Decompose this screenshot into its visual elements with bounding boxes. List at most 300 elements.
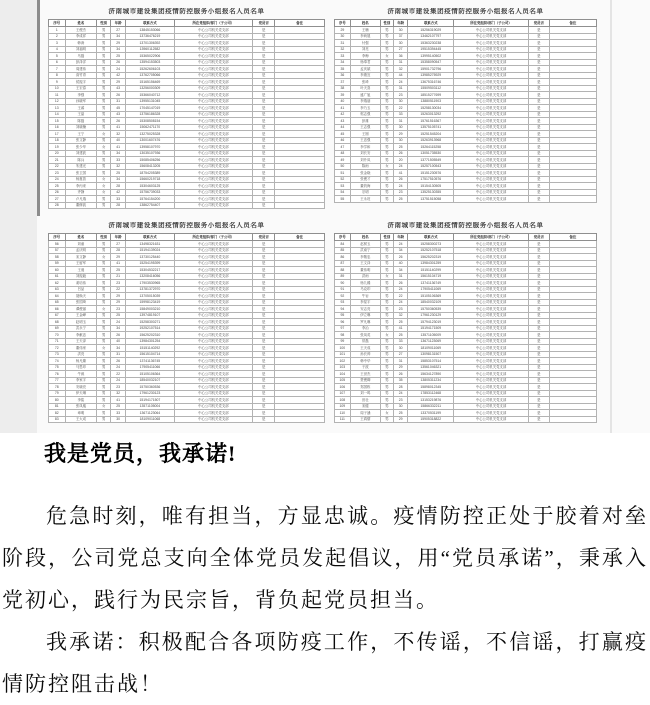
- table-cell: 57: [49, 247, 66, 254]
- table-cell: 15085406256: [126, 157, 174, 164]
- table-cell: 4: [49, 46, 66, 53]
- table-cell: 中心公司机关党支部: [454, 183, 529, 190]
- table-cell: 98: [335, 332, 351, 339]
- table-cell: 陈兵: [65, 157, 97, 164]
- table-cell: 刘长安: [350, 150, 380, 157]
- table-cell: 56: [49, 241, 66, 248]
- table-cell: 44: [393, 72, 407, 79]
- table-cell: 18540032109: [408, 299, 454, 306]
- table-cell: 中心公司机关党支部: [174, 85, 253, 92]
- table-cell: 男: [97, 170, 111, 177]
- table-cell: 15258300271: [126, 319, 174, 326]
- table-cell: 杨奉君: [350, 59, 380, 66]
- table-cell: 32: [335, 46, 351, 53]
- table-cell: 陈磊: [65, 118, 97, 125]
- table-cell: 男: [97, 364, 111, 371]
- column-header: 年龄: [111, 234, 126, 241]
- table-cell: 103: [335, 364, 351, 371]
- table-cell: 男: [97, 72, 111, 79]
- table-cell: 中心公司机关党支部: [454, 371, 529, 378]
- table-cell: [549, 196, 596, 203]
- table-cell: 是: [528, 403, 549, 410]
- column-header: 联系方式: [126, 20, 174, 27]
- table-cell: 中心公司机关党支部: [454, 260, 529, 267]
- table-cell: 19: [49, 144, 66, 151]
- table-cell: 刘升凤: [350, 157, 380, 164]
- table-cell: 13741136745: [126, 358, 174, 365]
- table-cell: 是: [253, 338, 275, 345]
- table-cell: 中心公司机关党支部: [454, 105, 529, 112]
- table-cell: 朱建光: [65, 163, 97, 170]
- personnel-roster-table: [48, 19, 325, 209]
- table-cell: 26: [49, 189, 66, 196]
- table-cell: 29: [111, 79, 126, 86]
- table-cell: 26: [111, 358, 126, 365]
- table-cell: 王金峰: [65, 312, 97, 319]
- table-cell: 男: [380, 319, 393, 326]
- table-cell: 1: [49, 27, 66, 34]
- table-cell: 男: [380, 124, 393, 131]
- table-cell: 是: [528, 59, 549, 66]
- table-cell: 59: [49, 260, 66, 267]
- table-cell: 是: [253, 105, 275, 112]
- table-cell: 是: [528, 241, 549, 248]
- table-cell: 30: [393, 40, 407, 47]
- table-cell: 25: [111, 403, 126, 410]
- table-cell: 中心公司机关党支部: [174, 163, 253, 170]
- table-cell: 中心公司机关党支部: [174, 332, 253, 339]
- table-cell: 2: [49, 33, 66, 40]
- table-cell: 26: [393, 371, 407, 378]
- table-cell: 女: [97, 131, 111, 138]
- table-cell: 王楠: [350, 27, 380, 34]
- table-cell: 27: [111, 27, 126, 34]
- roster-title: 济南城市建设集团疫情防控服务小组报名人员名单: [387, 8, 544, 15]
- column-header: 性别: [380, 20, 393, 27]
- table-cell: 姜培伟: [65, 280, 97, 287]
- table-cell: 是: [253, 280, 275, 287]
- table-cell: 张少华: [65, 144, 97, 151]
- table-cell: 是: [528, 53, 549, 60]
- table-cell: 13974819107: [126, 312, 174, 319]
- table-cell: 谭俊丽: [65, 306, 97, 313]
- table-cell: 中心公司机关党支部: [174, 176, 253, 183]
- table-cell: 男: [97, 92, 111, 99]
- table-cell: 是: [528, 254, 549, 261]
- table-cell: [275, 202, 325, 209]
- table-cell: 15358090547: [408, 59, 454, 66]
- table-cell: 中心公司机关党支部: [454, 267, 529, 274]
- table-cell: 24: [393, 163, 407, 170]
- table-cell: 中心公司机关党支部: [174, 254, 253, 261]
- table-cell: 48: [335, 150, 351, 157]
- table-cell: 中心公司机关党支部: [174, 338, 253, 345]
- table-cell: 男: [380, 364, 393, 371]
- table-cell: 是: [528, 312, 549, 319]
- table-cell: 10: [49, 85, 66, 92]
- table-cell: 常磊: [350, 338, 380, 345]
- table-cell: 108: [335, 397, 351, 404]
- table-cell: 65: [49, 299, 66, 306]
- table-cell: 24: [393, 241, 407, 248]
- table-cell: 中心公司机关党支部: [174, 312, 253, 319]
- table-cell: 安志亮: [350, 306, 380, 313]
- table-cell: 50: [335, 163, 351, 170]
- table-cell: 31: [111, 351, 126, 358]
- table-cell: 13741136749: [408, 280, 454, 287]
- table-cell: 29: [335, 27, 351, 34]
- table-cell: 男: [380, 131, 393, 138]
- table-cell: 男: [97, 390, 111, 397]
- table-cell: 31: [111, 98, 126, 105]
- table-cell: 42: [111, 189, 126, 196]
- column-header: 党员否: [253, 20, 275, 27]
- table-cell: 男: [97, 338, 111, 345]
- table-cell: 40: [111, 137, 126, 144]
- table-cell: 王永旺: [350, 196, 380, 203]
- table-cell: 13771505549: [408, 157, 454, 164]
- header-row: [49, 20, 325, 27]
- table-cell: 是: [528, 124, 549, 131]
- table-cell: 伊立琳: [350, 312, 380, 319]
- table-cell: 女: [97, 306, 111, 313]
- table-cell: 37: [393, 33, 407, 40]
- table-cell: 是: [253, 66, 275, 73]
- table-cell: 15363230238: [408, 40, 454, 47]
- table-cell: 王宏春: [65, 85, 97, 92]
- table-cell: 24: [393, 299, 407, 306]
- table-cell: 22: [111, 371, 126, 378]
- table-cell: 周建伟: [65, 66, 97, 73]
- table-cell: 中心公司机关党支部: [454, 79, 529, 86]
- table-cell: 齐静: [65, 189, 97, 196]
- table-cell: 男: [97, 286, 111, 293]
- table-cell: 男: [97, 118, 111, 125]
- table-cell: 24: [111, 319, 126, 326]
- table-cell: 中心公司机关党支部: [454, 92, 529, 99]
- table-cell: 男: [380, 351, 393, 358]
- table-cell: 中心公司机关党支部: [174, 137, 253, 144]
- table-row: [49, 202, 325, 209]
- table-cell: 聂焕天: [65, 293, 97, 300]
- table-cell: 47: [335, 144, 351, 151]
- table-cell: 是: [253, 351, 275, 358]
- table-cell: 54: [335, 189, 351, 196]
- table-cell: 17903530965: [126, 280, 174, 287]
- table-cell: 61: [49, 273, 66, 280]
- table-cell: 中心公司机关党支部: [454, 111, 529, 118]
- roster-sheet-1: [48, 8, 325, 209]
- table-cell: 是: [253, 170, 275, 177]
- table-cell: 11: [49, 92, 66, 99]
- table-cell: 中心公司机关党支部: [454, 306, 529, 313]
- table-cell: 15615104719: [408, 273, 454, 280]
- table-cell: 13984301254: [126, 338, 174, 345]
- table-cell: 中心公司机关党支部: [454, 332, 529, 339]
- table-cell: 男: [97, 351, 111, 358]
- table-cell: 是: [253, 59, 275, 66]
- table-cell: 102: [335, 358, 351, 365]
- table-cell: 李尚展: [350, 33, 380, 40]
- table-cell: 13880511903: [408, 98, 454, 105]
- table-cell: 75: [49, 364, 66, 371]
- table-cell: 是: [253, 260, 275, 267]
- table-cell: 32: [393, 312, 407, 319]
- table-cell: 中心公司机关党支部: [174, 183, 253, 190]
- table-cell: 15194171509: [408, 325, 454, 332]
- table-cell: 是: [253, 46, 275, 53]
- table-cell: 12: [49, 98, 66, 105]
- table-cell: 18754205389: [126, 170, 174, 177]
- table-cell: 男: [380, 241, 393, 248]
- column-header: 序号: [49, 20, 66, 27]
- table-cell: 63: [49, 286, 66, 293]
- table-cell: 中心公司机关党支部: [174, 105, 253, 112]
- table-cell: 是: [253, 286, 275, 293]
- table-cell: 卢凡瑞: [65, 196, 97, 203]
- table-cell: 中心公司机关党支部: [174, 241, 253, 248]
- table-cell: 是: [528, 105, 549, 112]
- table-cell: 男: [97, 384, 111, 391]
- table-cell: 18109011068: [126, 416, 174, 423]
- personnel-roster-table: [334, 233, 597, 423]
- table-cell: 17045147019: [126, 105, 174, 112]
- table-cell: 33: [393, 111, 407, 118]
- table-cell: 13995140502: [408, 53, 454, 60]
- table-cell: 中心公司机关党支部: [174, 325, 253, 332]
- table-cell: 38: [335, 85, 351, 92]
- table-cell: 94: [335, 306, 351, 313]
- table-cell: 男: [97, 202, 111, 209]
- table-cell: 15308508154: [126, 118, 174, 125]
- table-cell: 王大成: [65, 416, 97, 423]
- table-cell: 是: [253, 98, 275, 105]
- table-cell: 董伟明: [350, 267, 380, 274]
- table-cell: 中心公司机关党支部: [454, 345, 529, 352]
- table-cell: 李献忠: [65, 332, 97, 339]
- table-cell: 中心公司机关党支部: [174, 72, 253, 79]
- table-cell: 中心公司机关党支部: [454, 338, 529, 345]
- table-cell: 是: [253, 163, 275, 170]
- table-cell: 31: [335, 40, 351, 47]
- table-cell: 76: [49, 371, 66, 378]
- table-cell: 13955131045: [126, 98, 174, 105]
- table-cell: 是: [528, 397, 549, 404]
- table-cell: 是: [253, 150, 275, 157]
- table-cell: 15764154200: [126, 196, 174, 203]
- table-cell: 中心公司机关党支部: [454, 157, 529, 164]
- table-cell: 15105106364: [126, 371, 174, 378]
- table-cell: 中心公司机关党支部: [454, 66, 529, 73]
- table-cell: 29: [111, 293, 126, 300]
- table-cell: 男: [97, 247, 111, 254]
- table-cell: 是: [528, 33, 549, 40]
- table-cell: 96: [335, 319, 351, 326]
- table-cell: 吕品: [65, 286, 97, 293]
- table-cell: 31: [393, 59, 407, 66]
- table-cell: 15151230576: [408, 170, 454, 177]
- table-cell: 男: [380, 105, 393, 112]
- table-cell: 49: [335, 157, 351, 164]
- table-cell: 95: [335, 312, 351, 319]
- table-cell: 34: [111, 345, 126, 352]
- table-cell: 女: [380, 273, 393, 280]
- table-cell: 33: [111, 196, 126, 203]
- table-cell: 男: [380, 144, 393, 151]
- column-header: 姓名: [350, 234, 380, 241]
- table-cell: 是: [253, 137, 275, 144]
- table-cell: 中心公司机关党支部: [174, 124, 253, 131]
- table-cell: 45: [335, 131, 351, 138]
- table-cell: 中心公司机关党支部: [454, 254, 529, 261]
- table-cell: 34: [393, 247, 407, 254]
- table-cell: 中心公司机关党支部: [454, 118, 529, 125]
- table-cell: 43: [335, 118, 351, 125]
- table-cell: 是: [253, 72, 275, 79]
- table-cell: 24: [49, 176, 66, 183]
- table-cell: 是: [528, 293, 549, 300]
- table-cell: 武南宁: [350, 247, 380, 254]
- table-cell: 15750360539: [408, 306, 454, 313]
- table-cell: 孙长帅: [350, 351, 380, 358]
- table-cell: 13984301259: [408, 260, 454, 267]
- table-cell: 是: [253, 85, 275, 92]
- table-cell: 张凤凰: [65, 403, 97, 410]
- table-cell: 86: [335, 254, 351, 261]
- table-cell: 13960112582: [126, 46, 174, 53]
- table-cell: 32: [111, 131, 126, 138]
- table-cell: 李星宇: [350, 299, 380, 306]
- table-cell: 刘福明: [65, 46, 97, 53]
- table-cell: 36: [393, 53, 407, 60]
- table-row: [335, 196, 597, 203]
- table-cell: 26: [111, 332, 126, 339]
- table-cell: 是: [528, 338, 549, 345]
- table-cell: 34: [111, 150, 126, 157]
- table-cell: 82: [49, 410, 66, 417]
- column-header: 年龄: [393, 234, 407, 241]
- table-cell: 孟庆明: [65, 247, 97, 254]
- table-cell: 王晶: [65, 111, 97, 118]
- table-cell: 15: [49, 118, 66, 125]
- table-cell: 是: [253, 410, 275, 417]
- table-cell: 29: [111, 299, 126, 306]
- table-cell: 17853112468: [408, 390, 454, 397]
- table-cell: 是: [253, 40, 275, 47]
- table-cell: 是: [253, 364, 275, 371]
- table-cell: 106: [335, 384, 351, 391]
- table-cell: 男: [97, 40, 111, 47]
- table-cell: 中心公司机关党支部: [174, 79, 253, 86]
- table-cell: 是: [528, 27, 549, 34]
- table-cell: 张卫国: [65, 170, 97, 177]
- table-cell: 是: [528, 345, 549, 352]
- table-cell: 9: [49, 79, 66, 86]
- table-cell: 王文泽: [350, 260, 380, 267]
- table-cell: 是: [528, 280, 549, 287]
- table-cell: 13051735530: [408, 150, 454, 157]
- table-cell: 王留军: [65, 260, 97, 267]
- table-cell: 是: [253, 325, 275, 332]
- table-cell: 105: [335, 377, 351, 384]
- table-cell: 是: [528, 306, 549, 313]
- table-cell: 26: [393, 280, 407, 287]
- table-cell: 女: [97, 183, 111, 190]
- table-cell: 15194171507: [126, 397, 174, 404]
- table-cell: 27: [111, 241, 126, 248]
- table-cell: 是: [528, 371, 549, 378]
- table-cell: 张国琦: [65, 299, 97, 306]
- table-cell: 35: [335, 66, 351, 73]
- table-cell: 中心公司机关党支部: [454, 46, 529, 53]
- column-header: 性别: [97, 234, 111, 241]
- table-cell: 27: [393, 46, 407, 53]
- table-cell: 13675316746: [408, 79, 454, 86]
- table-cell: 郭志强: [350, 111, 380, 118]
- roster-sheet-3: [48, 222, 325, 423]
- table-cell: 男: [97, 325, 111, 332]
- table-cell: 男: [380, 170, 393, 177]
- table-cell: 赵树玉: [350, 241, 380, 248]
- table-cell: 中心公司机关党支部: [174, 59, 253, 66]
- table-cell: 24: [111, 377, 126, 384]
- table-cell: 33: [393, 338, 407, 345]
- table-cell: 男: [380, 85, 393, 92]
- table-cell: 中心公司机关党支部: [174, 144, 253, 151]
- table-cell: 32: [111, 390, 126, 397]
- table-cell: 是: [253, 79, 275, 86]
- table-cell: 17961230129: [408, 312, 454, 319]
- table-cell: 30: [393, 137, 407, 144]
- table-cell: 7: [49, 66, 66, 73]
- table-cell: 34: [111, 176, 126, 183]
- table-cell: 84: [335, 241, 351, 248]
- table-cell: 72: [49, 345, 66, 352]
- table-cell: 23: [111, 306, 126, 313]
- table-cell: 15256319029: [408, 27, 454, 34]
- table-cell: 74: [49, 358, 66, 365]
- table-cell: 25: [393, 319, 407, 326]
- table-cell: 是: [253, 254, 275, 261]
- table-cell: 110: [335, 410, 351, 417]
- table-cell: 15509503112: [408, 85, 454, 92]
- table-cell: 是: [528, 416, 549, 423]
- table-cell: 女: [380, 53, 393, 60]
- table-cell: 是: [528, 163, 549, 170]
- table-cell: 64: [49, 293, 66, 300]
- table-cell: [549, 416, 596, 423]
- table-cell: 杨惠普: [65, 176, 97, 183]
- table-cell: 104: [335, 371, 351, 378]
- table-cell: 13762705066: [126, 72, 174, 79]
- table-cell: 是: [253, 157, 275, 164]
- table-cell: 109: [335, 403, 351, 410]
- table-cell: 25: [393, 332, 407, 339]
- table-cell: 3: [49, 40, 66, 47]
- table-cell: 13571105004: [126, 403, 174, 410]
- table-cell: 15264115258: [408, 144, 454, 151]
- table-cell: 是: [253, 144, 275, 151]
- table-cell: 15905318822: [408, 416, 454, 423]
- table-cell: 13756186328: [126, 111, 174, 118]
- table-cell: 15258300273: [408, 241, 454, 248]
- table-cell: 是: [528, 66, 549, 73]
- table-cell: 侯振宇: [65, 79, 97, 86]
- table-cell: 男: [380, 280, 393, 287]
- table-cell: 26: [111, 59, 126, 66]
- table-cell: 中心公司机关党支部: [174, 351, 253, 358]
- table-cell: 15365022906: [126, 53, 174, 60]
